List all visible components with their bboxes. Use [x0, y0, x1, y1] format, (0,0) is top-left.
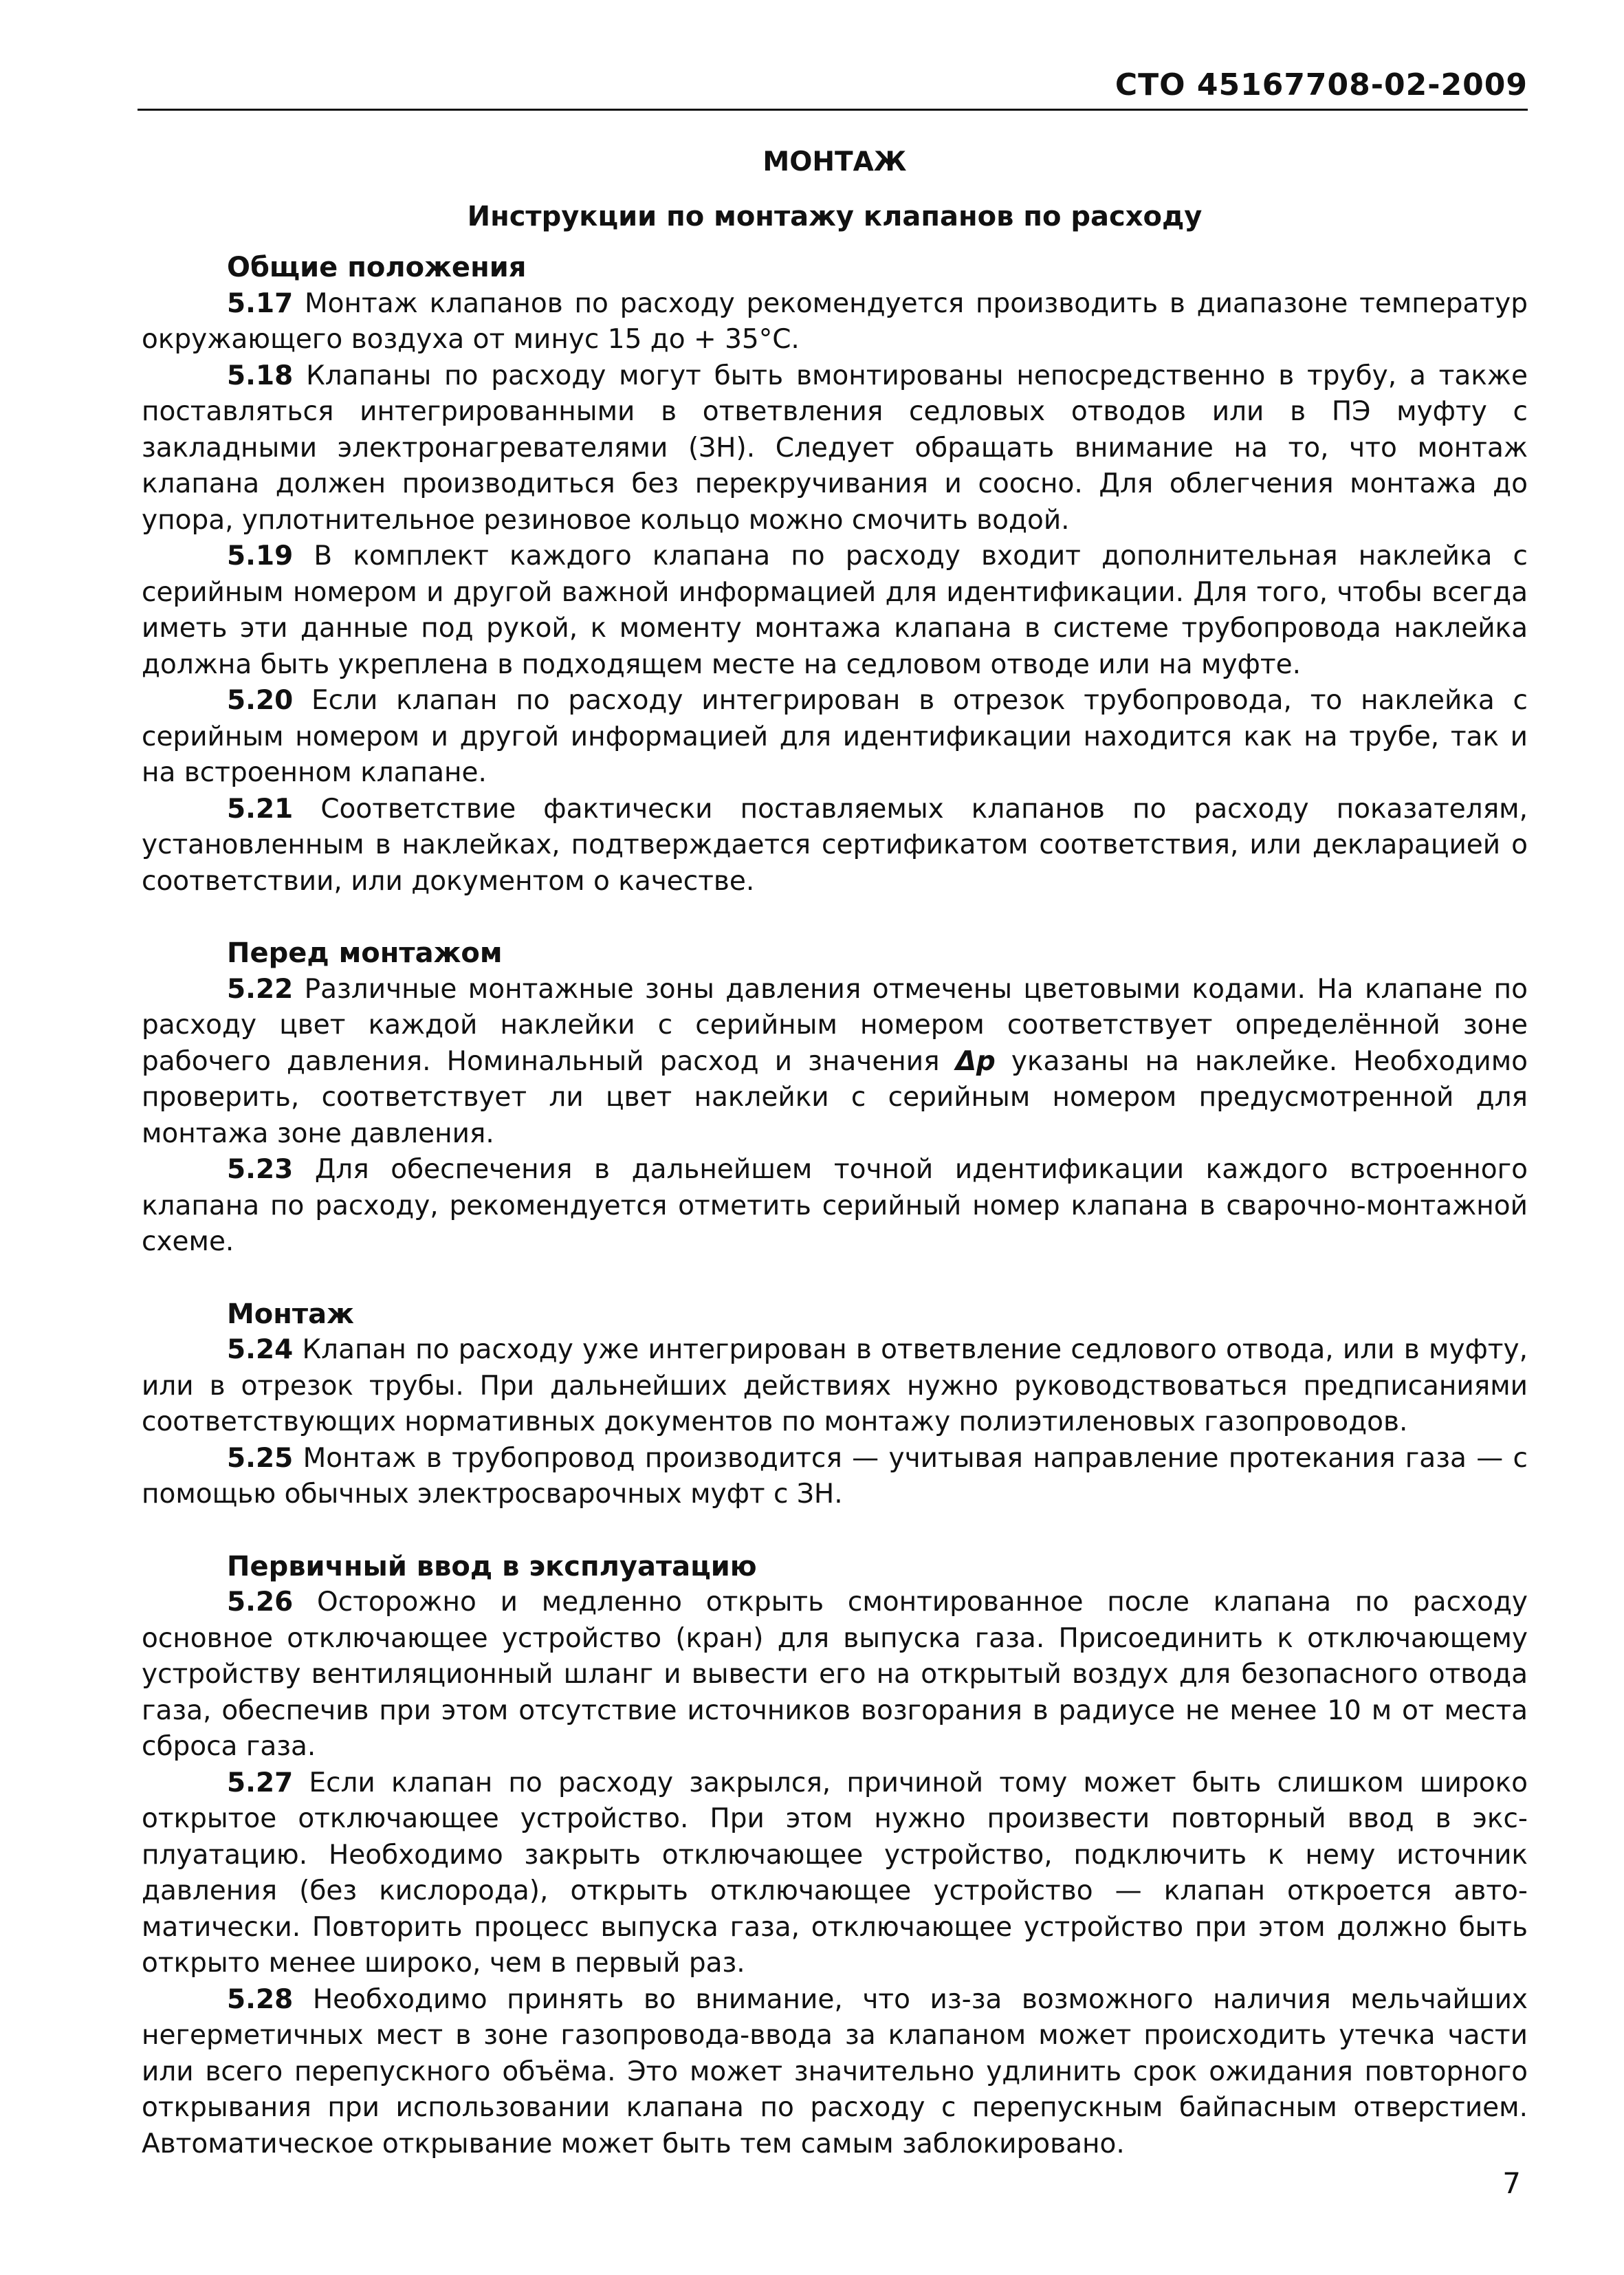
clause-number: 5.25: [227, 1442, 294, 1474]
clause-text: Клапан по расходу уже интегрирован в ответвление седлового отвода, или в муфту, или в отрезок трубы. При дальнейших действиях нужно руководствоваться предписаниями соответствующих нормативных документов по монтажу полиэтиленовых газопроводов.: [142, 1334, 1528, 1437]
clause-text: Различные монтажные зоны давления отмечены цветовыми кодами. На клапане по расходу цвет каждой наклейки с серийным номером соответствует определённой зоне рабочего давления. Номинальный расход и значения: [142, 973, 1528, 1077]
clause-5-25: [142, 1441, 1528, 1513]
section-gap: [142, 1261, 1528, 1296]
page-subtitle: Инструкции по монтажу клапанов по расходу: [467, 200, 1203, 232]
clause-text: Соответствие фактически поставляемых клапанов по расходу показателям, установленным в наклейках, подтверждается сертификатом соответствия, или декларацией о соответствии, или документом о качестве.: [142, 793, 1528, 897]
clause-number: 5.18: [227, 360, 294, 391]
header-rule: [138, 109, 1528, 111]
clause-5-20: [142, 683, 1528, 792]
clause-number: 5.23: [227, 1154, 294, 1185]
clause-5-24: [142, 1332, 1528, 1441]
page-title: МОНТАЖ: [762, 146, 907, 177]
section-heading: Общие положения: [227, 252, 527, 283]
clause-5-18: [142, 358, 1528, 539]
clause-text: Если клапан по расходу интегрирован в отрезок трубопровода, то наклейка с серийным номером и другой информацией для идентификации находится как на трубе, так и на встроенном клапане.: [142, 685, 1528, 788]
clause-5-23: [142, 1152, 1528, 1261]
section-before-installation: [142, 935, 1528, 1261]
page-content: [142, 144, 1528, 2162]
section-commissioning: [142, 1549, 1528, 2163]
clause-5-27: [142, 1765, 1528, 1982]
clause-text: Для обеспечения в дальнейшем точной идентификации каждого встроенного клапана по расходу, рекомендуется отметить серийный номер клапана в сварочно-монтажной схеме.: [142, 1154, 1528, 1257]
clause-number: 5.26: [227, 1587, 294, 1618]
section-gap: [142, 1513, 1528, 1549]
section-heading: Перед монтажом: [227, 937, 503, 969]
clause-text: Необходимо принять во внимание, что из-за возможного наличия мельчайших негерметичных мест в зоне газопровода-ввода за клапаном может происходить утечка части или всего перепускного объёма. Это может значительно удлинить срок ожидания повторного открывания при использовании клапана по расходу с перепускным байпасным отверстием. Автоматическое открывание может быть тем самым заблокировано.: [142, 1983, 1528, 2159]
clause-5-19: [142, 538, 1528, 683]
clause-number: 5.19: [227, 541, 294, 572]
clause-number: 5.24: [227, 1334, 294, 1365]
clause-text-cont: указаны на наклейке. Необходимо проверить, соответствует ли цвет наклейки с серийным номером предусмотренной для монтажа зоне давления.: [142, 1045, 1528, 1149]
clause-text: Если клапан по расходу закрылся, причиной тому может быть слишком широко открытое отключающее устройство. При этом нужно произвести повторный ввод в эксплуатацию. Необходимо закрыть отключающее устройство, подключить к нему источник давления (без кислорода), открыть отключающее устройство — клапан откроется автоматически. Повторить процесс выпуска газа, отключающее устройство при этом должно быть открыто менее широко, чем в первый раз.: [142, 1767, 1528, 1979]
clause-5-22: [142, 972, 1528, 1153]
clause-number: 5.22: [227, 973, 294, 1005]
section-heading: Монтаж: [227, 1298, 354, 1330]
clause-number: 5.20: [227, 685, 294, 716]
clause-text: Монтаж клапанов по расходу рекомендуется производить в диапазоне температур окружающего воздуха от минус 15 до + 35°С.: [142, 287, 1528, 355]
clause-text: В комплект каждого клапана по расходу входит дополнительная наклейка с серийным номером и другой важной информацией для идентификации. Для того, чтобы всегда иметь эти данные под рукой, к моменту монтажа клапана в системе трубопровода наклейка должна быть укреплена в подходящем месте на седловом отводе или на муфте.: [142, 541, 1528, 680]
section-heading: Первичный ввод в эксплуатацию: [227, 1550, 757, 1582]
section-general: [142, 250, 1528, 900]
delta-p-symbol: Δp: [955, 1045, 996, 1077]
clause-number: 5.17: [227, 287, 294, 319]
clause-text: Осторожно и медленно открыть смонтированное после клапана по расходу основное отключающее устройство (кран) для выпуска газа. Присоединить к отключающему устройству вентиляционный шланг и вывести его на открытый воздух для безопасного отвода газа, обеспечив при этом отсутствие источников возгорания в радиусе не менее 10 м от места сброса газа.: [142, 1587, 1528, 1762]
clause-text: Клапаны по расходу могут быть вмонтированы непосредственно в трубу, а также поставляться интегрированными в ответвления седловых отводов или в ПЭ муфту с закладными электронагревателями (ЗН). Следует обращать внимание на то, что монтаж клапана должен производиться без перекручивания и соосно. Для облегчения монтажа до упора, уплотнительное резиновое кольцо можно смочить водой.: [142, 360, 1528, 536]
section-gap: [142, 900, 1528, 935]
clause-text: Монтаж в трубопровод производится — учитывая направление протекания газа — с помощью обычных электросварочных муфт с ЗН.: [142, 1442, 1528, 1510]
page-number: 7: [1502, 2166, 1521, 2200]
clause-5-21: [142, 792, 1528, 900]
clause-5-28: [142, 1982, 1528, 2163]
clause-number: 5.21: [227, 793, 294, 825]
clause-number: 5.27: [227, 1767, 294, 1798]
document-code: СТО 45167708-02-2009: [1115, 67, 1528, 102]
section-installation: [142, 1296, 1528, 1513]
clause-number: 5.28: [227, 1983, 294, 2015]
clause-5-26: [142, 1585, 1528, 1765]
clause-5-17: [142, 286, 1528, 358]
